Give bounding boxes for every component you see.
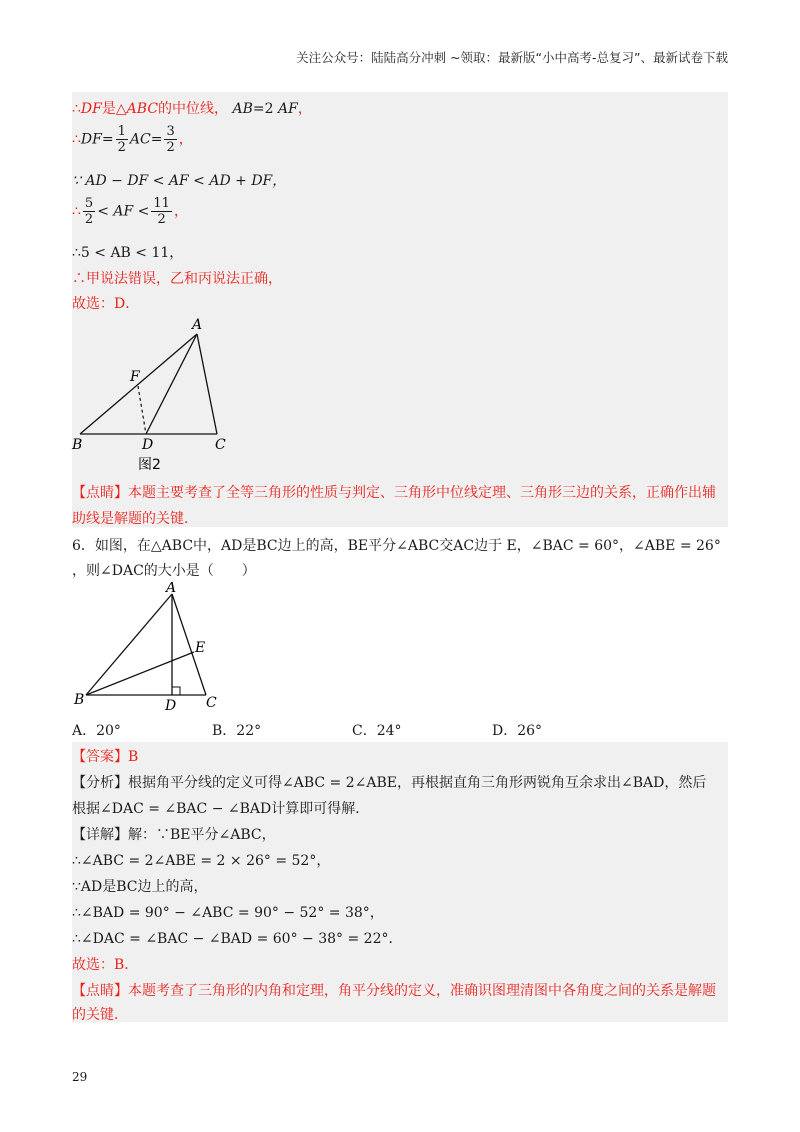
text: ∴ [72, 203, 81, 220]
numerator: 11 [153, 196, 170, 211]
label-B: B [74, 692, 85, 708]
option-b: B．22° [212, 723, 262, 739]
denominator: 2 [166, 140, 175, 155]
sol5-line2 [72, 124, 193, 155]
q6-detail-3: ∵AD是BC边上的高， [72, 879, 208, 895]
denominator: 2 [84, 212, 94, 227]
label-C: C [215, 437, 226, 453]
q6-analysis-2: 根据∠DAC = ∠BAC − ∠BAD计算即可得解． [72, 801, 370, 817]
figure-caption: 图2 [138, 457, 161, 473]
text: ∴ [72, 101, 81, 117]
label-C: C [206, 695, 217, 711]
text: ， [178, 131, 193, 148]
text: = [101, 131, 114, 148]
label-E: E [195, 640, 206, 656]
sol5-line6: ∴甲说法错误，乙和丙说法正确， [72, 271, 282, 287]
text: ∴ [72, 131, 81, 148]
sol5-line1 [72, 98, 312, 118]
fraction [164, 124, 176, 155]
text: AB [232, 101, 253, 117]
label-A: A [166, 582, 177, 596]
q6-stem-line2: ，则∠DAC的大小是（ ） [72, 563, 256, 579]
option-a: A．20° [72, 723, 121, 739]
q6-stem-line1: 6．如图，在△ABC中，AD是BC边上的高，BE平分∠ABC交AC边于 E，∠BAC = 60°，∠ABE = 26° [72, 538, 721, 554]
text: ABC [126, 101, 159, 117]
text: DF [80, 131, 102, 148]
text: < AF < [97, 203, 150, 220]
text: =2 [252, 101, 274, 117]
q6-detail-1: 【详解】解：∵BE平分∠ABC， [72, 827, 276, 843]
text: DF [80, 101, 102, 117]
text: ， [173, 203, 188, 220]
page-header: 关注公众号：陆陆高分冲刺 ~领取：最新版“小中高考-总复习”、最新试卷下载 [296, 50, 728, 65]
fraction [151, 196, 172, 227]
option-c: C．24° [352, 723, 402, 739]
figure-2 [70, 314, 240, 474]
numerator: 3 [166, 124, 175, 139]
denominator: 2 [117, 140, 126, 155]
text: AF [277, 101, 298, 117]
sol5-line7: 故选：D． [72, 296, 140, 312]
text: AC [129, 131, 151, 148]
q6-detail-5: ∴∠DAC = ∠BAC − ∠BAD = 60° − 38° = 22°． [72, 931, 403, 947]
sol5-line5: ∴5 < AB < 11， [72, 245, 184, 261]
q6-answer: 【答案】B [72, 749, 139, 765]
page-number: 29 [72, 1070, 88, 1084]
fraction [83, 196, 95, 227]
numerator: 5 [84, 196, 94, 211]
sol5-line3: ∵ AD − DF < AF < AD + DF， [72, 173, 287, 189]
sol5-line4 [72, 196, 188, 227]
q6-analysis-1: 【分析】根据角平分线的定义可得∠ABC = 2∠ABE，再根据直角三角形两锐角互余求出∠BAD，然后 [72, 775, 707, 791]
text: 是△ [101, 101, 127, 117]
option-d: D．26° [492, 723, 543, 739]
q6-detail-4: ∴∠BAD = 90° − ∠ABC = 90° − 52° = 38°， [72, 905, 384, 921]
q6-detail-6: 故选：B． [72, 957, 139, 973]
denominator: 2 [157, 212, 166, 227]
text: 的中位线， [158, 101, 229, 117]
numerator: 1 [117, 124, 126, 139]
label-F: F [130, 369, 140, 385]
text: = [150, 131, 163, 148]
sol5-dianjing: 【点睛】本题主要考查了全等三角形的性质与判定、三角形中位线定理、三角形三边的关系，正确作出辅助线是解题的关键． [72, 485, 716, 527]
q6-dianjing-1: 【点睛】本题考查了三角形的内角和定理，角平分线的定义，准确识图理清图中各角度之间的关系是解题 [72, 983, 716, 999]
q6-detail-2: ∴∠ABC = 2∠ABE = 2 × 26° = 52°， [72, 853, 331, 869]
text: ， [297, 101, 312, 117]
label-B: B [72, 437, 83, 453]
label-A: A [192, 317, 203, 333]
label-D: D [165, 698, 177, 712]
figure-q6 [70, 582, 230, 712]
label-D: D [142, 437, 154, 453]
q6-dianjing-2: 的关键． [72, 1007, 128, 1023]
fraction [116, 124, 128, 155]
